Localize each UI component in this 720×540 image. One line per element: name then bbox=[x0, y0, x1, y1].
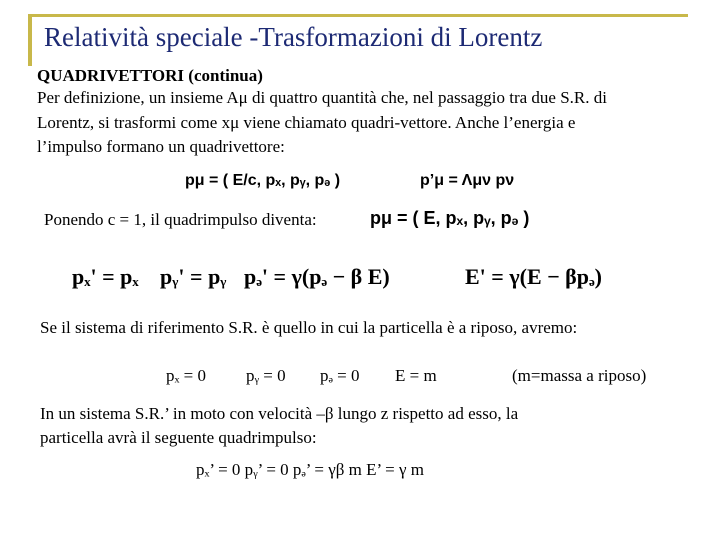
rest-value-pz: pₔ = 0 bbox=[320, 366, 360, 385]
lorentz-eq-energy: E' = γ(E − βpₔ) bbox=[465, 264, 602, 289]
rest-value-py: pᵧ = 0 bbox=[246, 366, 286, 385]
rest-frame-text: Se il sistema di riferimento S.R. è quello in cui la particella è a riposo, avremo: bbox=[40, 318, 578, 337]
lorentz-transform-equation: p’μ = Λμν pν bbox=[420, 172, 515, 189]
moving-frame-line-1: In un sistema S.R.’ in moto con velocità –β lungo z rispetto ad esso, la bbox=[40, 404, 519, 423]
definition-line-3: l’impulso formano un quadrivettore: bbox=[37, 137, 285, 156]
rest-mass-note: (m=massa a riposo) bbox=[512, 366, 647, 385]
lorentz-eq-pz: pₔ' = γ(pₔ − β E) bbox=[244, 264, 390, 289]
accent-bar-horizontal bbox=[28, 14, 688, 17]
lorentz-eq-px: pₓ' = pₓ bbox=[72, 264, 139, 289]
c1-equation: pμ = ( E, pₓ, pᵧ, pₔ ) bbox=[370, 208, 530, 228]
moving-frame-line-2: particella avrà il seguente quadrimpulso: bbox=[40, 428, 317, 447]
definition-line-1: Per definizione, un insieme Aμ di quattro quantità che, nel passaggio tra due S.R. di bbox=[37, 88, 607, 107]
definition-line-2: Lorentz, si trasformi come xμ viene chiamato quadri-vettore. Anche l’energia e bbox=[37, 113, 576, 132]
four-momentum-equation: pμ = ( E/c, pₓ, pᵧ, pₔ ) bbox=[185, 172, 341, 189]
slide-title: Relatività speciale -Trasformazioni di Lorentz bbox=[44, 22, 543, 52]
c1-text: Ponendo c = 1, il quadrimpulso diventa: bbox=[44, 210, 317, 229]
rest-value-energy: E = m bbox=[395, 366, 437, 385]
accent-bar-vertical bbox=[28, 14, 32, 66]
section-subtitle: QUADRIVETTORI (continua) bbox=[37, 66, 263, 85]
moving-four-momentum: pₓ’ = 0 pᵧ’ = 0 pₔ’ = γβ m E’ = γ m bbox=[196, 460, 424, 479]
lorentz-eq-py: pᵧ' = pᵧ bbox=[160, 264, 227, 289]
rest-value-px: pₓ = 0 bbox=[166, 366, 207, 385]
